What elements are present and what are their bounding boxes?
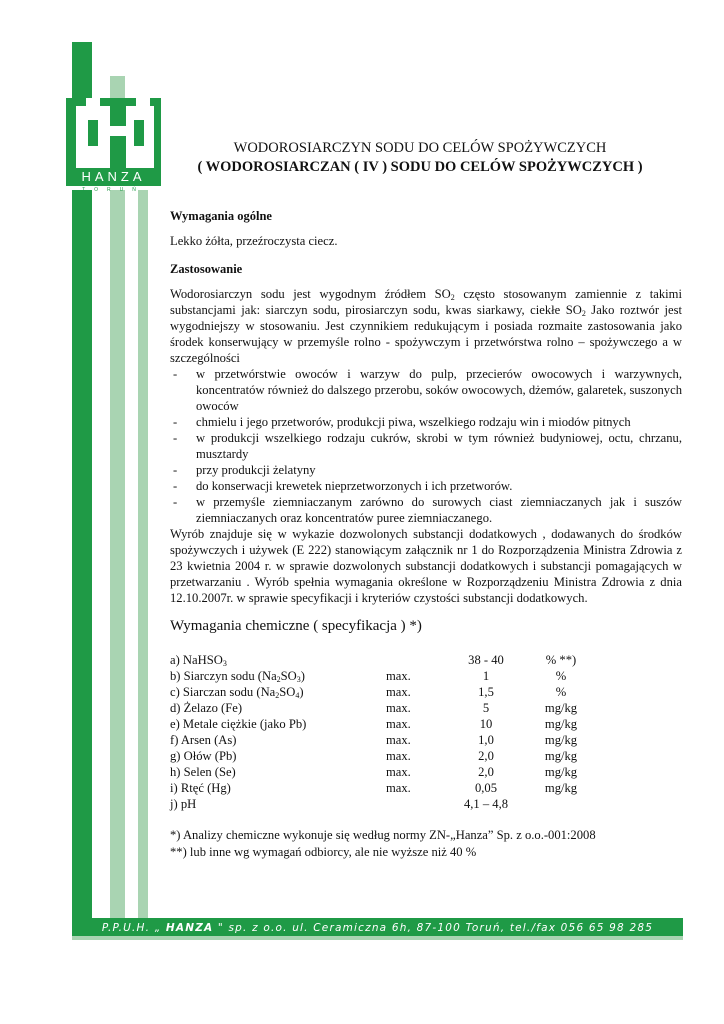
company-logo xyxy=(66,98,161,193)
spec-parameter: c) Siarczan sodu $(Na_2SO_4)$ xyxy=(170,685,304,700)
spec-parameter: a) NaHSO$_3$ xyxy=(170,653,227,668)
general-requirements-heading: Wymagania ogólne xyxy=(170,209,272,223)
spec-unit: mg/kg xyxy=(544,765,578,779)
list-item: - przy produkcji żelatyny xyxy=(173,463,316,477)
spec-unit: mg/kg xyxy=(544,701,578,715)
spec-unit xyxy=(526,796,596,812)
spec-limit: max. xyxy=(386,701,411,715)
spec-value: 38 - 40 xyxy=(468,653,504,667)
spec-parameter: d) Żelazo (Fe) xyxy=(170,701,243,715)
spec-limit: max. xyxy=(386,765,411,779)
spec-unit: mg/kg xyxy=(544,717,578,731)
spec-limit: max. xyxy=(386,749,411,763)
spec-value: 4,1 – 4,8 xyxy=(463,797,509,811)
spec-parameter: h) Selen (Se) xyxy=(170,765,236,779)
table-row xyxy=(170,684,596,700)
usage-heading: Zastosowanie xyxy=(170,262,243,276)
spec-limit: max. xyxy=(386,781,411,795)
table-row xyxy=(170,748,596,764)
spec-parameter: e) Metale ciężkie (jako Pb) xyxy=(170,717,307,731)
spec-parameter: i) Rtęć (Hg) xyxy=(170,781,231,795)
list-item: - do konserwacji krewetek nieprzetworzonych i ich przetworów. xyxy=(173,479,513,493)
decorative-stripe-light-thin xyxy=(138,118,148,924)
spec-limit: max. xyxy=(386,717,411,731)
spec-unit: % xyxy=(555,685,567,699)
footer-company-name: HANZA xyxy=(165,922,214,934)
spec-limit: max. xyxy=(386,669,411,683)
spec-parameter: g) Ołów (Pb) xyxy=(170,749,237,763)
spec-value: 1 xyxy=(482,669,490,683)
table-row xyxy=(170,652,596,668)
table-row xyxy=(170,764,596,780)
list-item: - w produkcji wszelkiego rodzaju cukrów, skrobi w tym również budyniowej, octu, chrzanu, musztardy xyxy=(173,431,682,461)
spec-limit xyxy=(386,652,446,668)
spec-unit: mg/kg xyxy=(544,781,578,795)
spec-unit: mg/kg xyxy=(544,733,578,747)
table-row xyxy=(170,700,596,716)
list-item: - chmielu i jego przetworów, produkcji piwa, wszelkiego rodzaju win i miodów pitnych xyxy=(173,415,631,429)
document-body xyxy=(170,208,682,861)
document-subtitle: ( WODOROSIARCZAN ( IV ) SODU DO CELÓW SPOŻYWCZYCH ) xyxy=(197,159,643,175)
spec-parameter: j) pH xyxy=(170,797,197,811)
footnote-2: **) lub inne wg wymagań odbiorcy, ale nie wyższe niż 40 % xyxy=(170,845,477,859)
table-row xyxy=(170,668,596,684)
list-item: - w przemyśle ziemniaczanym zarówno do surowych ciast ziemniaczanych jak i suszów ziemniaczanych oraz koncentratów puree ziemniaczanego. xyxy=(173,495,682,525)
document-title: WODOROSIARCZYN SODU DO CELÓW SPOŻYWCZYCH xyxy=(233,140,607,156)
spec-value: 5 xyxy=(482,701,490,715)
regulation-paragraph: Wyrób znajduje się w wykazie dozwolonych substancji dodatkowych , dodawanych do środków spożywczych i używek (E 222) stanowiącym załącznik nr 1 do Rozporządzenia Ministra Zdrowia z 23 kwietnia 2004 r. w sprawie dozwolonych substancji dodatkowych i substancji pomagających w przetwarzaniu . Wyrób spełnia wymagania określone w Rozporządzeniu Ministra Zdrowia z dnia 12.10.2007r. w sprawie specyfikacji i kryteriów czystości substancji dodatkowych. xyxy=(170,527,682,605)
spec-unit: % **) xyxy=(545,653,577,667)
footer-contact: P.P.U.H. „ HANZA " sp. z o.o. ul. Ceramiczna 6h, 87-100 Toruń, tel./fax 056 65 98 285 xyxy=(101,922,654,934)
general-requirements-text: Lekko żółta, przeźroczysta ciecz. xyxy=(170,234,338,248)
spec-parameter: b) Siarczyn sodu $(Na_2SO_3)$ xyxy=(170,669,305,684)
spec-value: 2,0 xyxy=(478,749,494,763)
spec-unit: % xyxy=(555,669,567,683)
spec-value: 2,0 xyxy=(478,765,494,779)
list-item: - w przetwórstwie owoców i warzyw do pulp, przecierów owocowych i warzywnych, koncentratów również do dalszego przerobu, soków owocowych, dżemów, galaretek, suszonych owoców xyxy=(173,367,682,413)
spec-limit: max. xyxy=(386,685,411,699)
spec-limit xyxy=(386,796,446,812)
spec-parameter: f) Arsen (As) xyxy=(170,733,237,747)
spec-unit: mg/kg xyxy=(544,749,578,763)
chemical-spec-heading: Wymagania chemiczne ( specyfikacja ) *) xyxy=(170,618,422,634)
footnotes xyxy=(170,827,682,861)
table-row xyxy=(170,732,596,748)
usage-list xyxy=(170,366,682,526)
spec-value: 1,0 xyxy=(478,733,494,747)
spec-value: 1,5 xyxy=(478,685,494,699)
table-row xyxy=(170,780,596,796)
spec-value: 10 xyxy=(479,717,493,731)
decorative-stripe-light xyxy=(110,76,125,924)
usage-paragraph: Wodorosiarczyn sodu jest wygodnym źródłem $SO_2$ często stosowanym zamiennie z takimi substancjami jak: siarczyn sodu, pirosiarczyn sodu, kwas siarkawy, ciekłe $SO_2$ Jako roztwór jest wygodniejszy w stosowaniu. Jest czynnikiem redukującym i posiada rozmaite zastosowania jako środek konserwujący w przemyśle rolno - spożywczym i przetwórstwa rolno – spożywczego a w szczególności xyxy=(170,287,682,365)
spec-value: 0,05 xyxy=(474,781,498,795)
spec-table xyxy=(170,652,596,812)
castle-logo-icon xyxy=(66,98,161,168)
table-row xyxy=(170,716,596,732)
logo-city: TORUŃ xyxy=(82,187,145,193)
logo-name: HANZA xyxy=(81,169,146,184)
table-row xyxy=(170,796,596,812)
footnote-1: *) Analizy chemiczne wykonuje się według normy ZN-„Hanza” Sp. z o.o.-001:2008 xyxy=(170,828,596,842)
spec-limit: max. xyxy=(386,733,411,747)
